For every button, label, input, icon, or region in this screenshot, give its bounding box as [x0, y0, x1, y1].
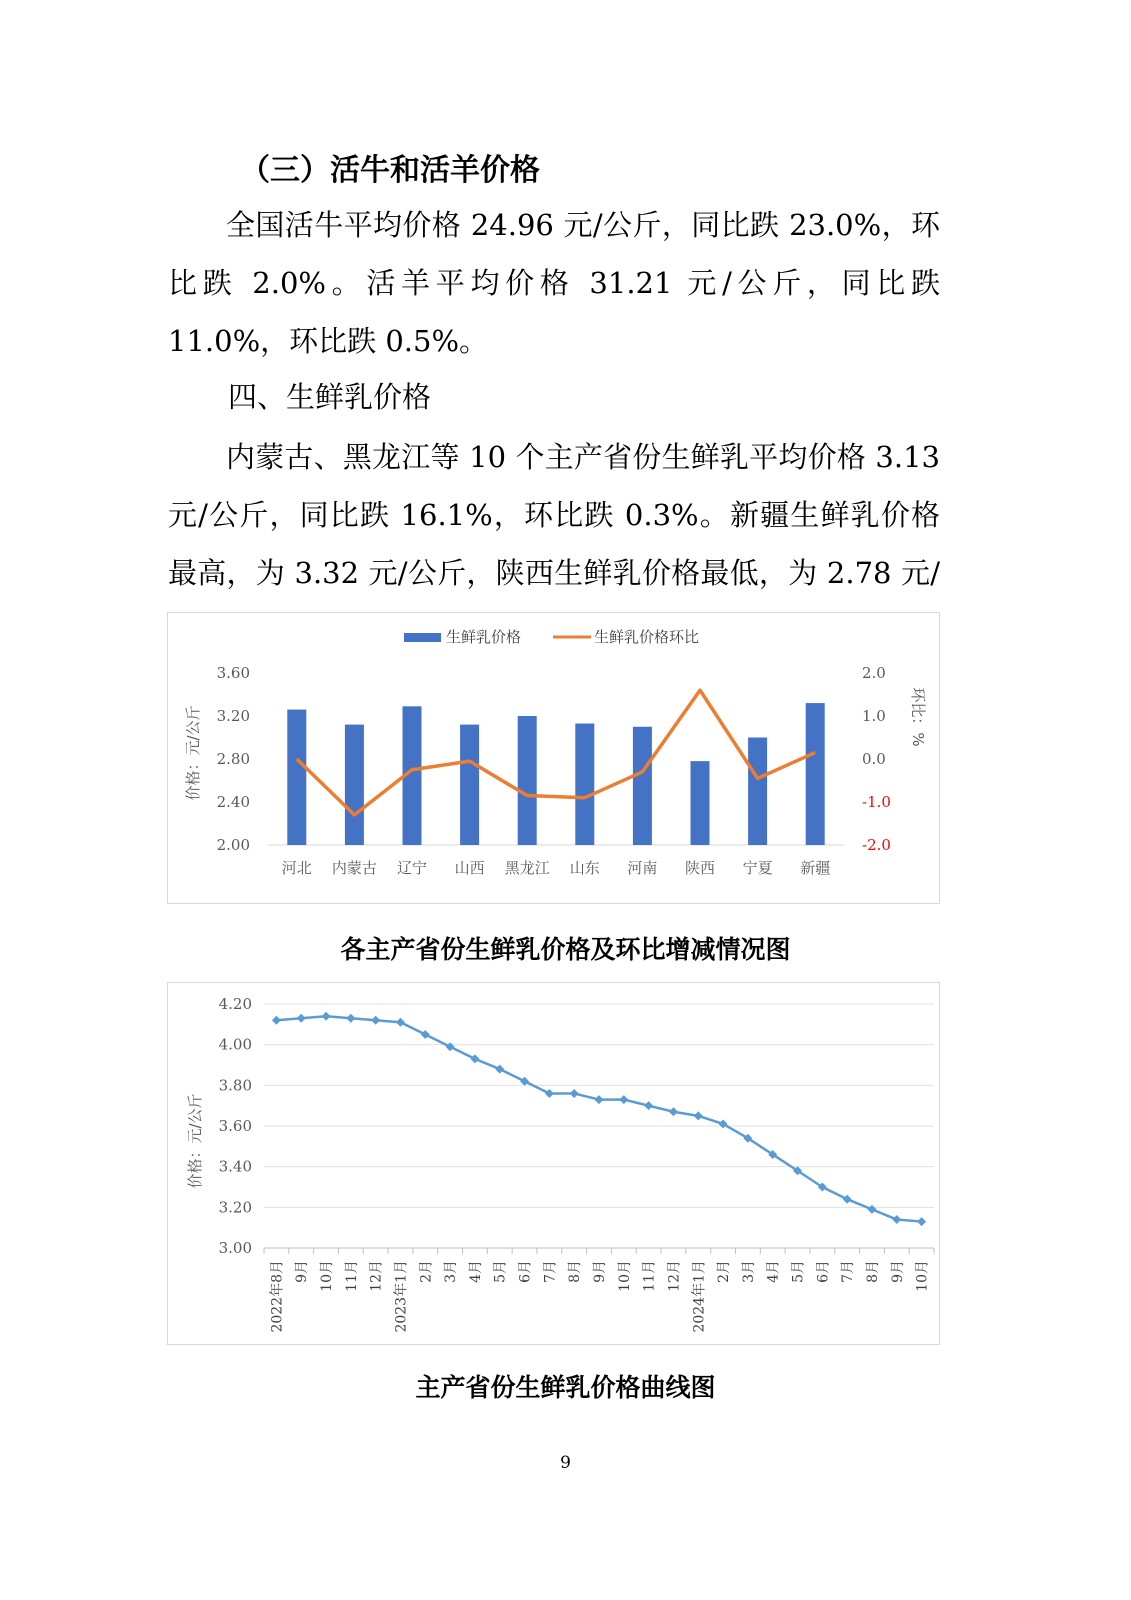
bar-陕西 — [691, 761, 710, 845]
y-tick: 3.00 — [218, 1239, 252, 1257]
x-tick-label: 2024年1月 — [691, 1260, 708, 1333]
milk-price-trend-chart-svg — [168, 983, 939, 1344]
x-tick-label: 9月 — [592, 1260, 608, 1283]
y-tick: 3.20 — [218, 1198, 252, 1217]
data-point — [595, 1095, 604, 1104]
x-tick-label: 6月 — [517, 1260, 534, 1283]
y-tick-left: 2.00 — [216, 836, 250, 854]
data-point — [396, 1018, 405, 1027]
x-tick-label: 11月 — [343, 1260, 360, 1292]
data-point — [371, 1016, 380, 1025]
x-tick-label: 12月 — [666, 1260, 683, 1292]
line-series-mom — [297, 690, 815, 815]
x-tick-label: 4月 — [467, 1260, 484, 1283]
x-tick-label: 河北 — [281, 859, 312, 877]
data-point — [346, 1014, 355, 1023]
y-axis-title: 价格：元/公斤 — [186, 1093, 204, 1189]
x-tick-label: 新疆 — [800, 859, 831, 877]
legend-swatch-bar — [404, 633, 441, 642]
data-point — [272, 1016, 281, 1025]
data-point — [470, 1054, 479, 1063]
bar-新疆 — [806, 703, 825, 845]
data-point — [619, 1095, 628, 1104]
x-tick-label: 2022年8月 — [269, 1260, 286, 1333]
milk-price-trend-chart — [167, 982, 940, 1345]
x-tick-label: 8月 — [567, 1260, 584, 1283]
bar-黑龙江 — [518, 716, 537, 845]
data-point — [545, 1089, 554, 1098]
y-tick-left: 3.20 — [216, 707, 250, 725]
page-number: 9 — [560, 1453, 571, 1473]
data-point — [446, 1042, 455, 1051]
paragraph-cattle-sheep-prices: 全国活牛平均价格 24.96 元/公斤，同比跌 23.0%，环比跌 2.0%。活羊平均价格 31.21 元/公斤，同比跌 11.0%，环比跌 0.5%。 — [168, 208, 940, 358]
x-tick-label: 10月 — [914, 1260, 931, 1292]
x-tick-label: 6月 — [815, 1260, 832, 1283]
data-point — [892, 1215, 901, 1224]
data-point — [297, 1014, 306, 1023]
data-point — [669, 1107, 678, 1116]
x-tick-label: 2023年1月 — [393, 1260, 410, 1333]
y-axis-title-left: 价格：元/公斤 — [184, 705, 202, 801]
legend-label-bar: 生鲜乳价格 — [446, 628, 522, 646]
bar-宁夏 — [748, 738, 767, 846]
x-tick-label: 9月 — [889, 1260, 906, 1283]
x-tick-label: 3月 — [443, 1260, 460, 1283]
y-tick-right: -1.0 — [862, 793, 891, 811]
x-tick-label: 黑龙江 — [504, 859, 550, 877]
y-tick-left: 2.40 — [216, 793, 250, 811]
y-tick: 3.80 — [218, 1076, 252, 1095]
x-tick-label: 陕西 — [684, 859, 716, 877]
data-point — [917, 1217, 926, 1226]
section-heading-cattle-sheep: （三）活牛和活羊价格 — [240, 153, 540, 188]
x-tick-label: 5月 — [492, 1260, 509, 1283]
section-heading-raw-milk: 四、生鲜乳价格 — [228, 380, 432, 414]
y-tick: 3.60 — [218, 1117, 252, 1135]
x-tick-label: 8月 — [864, 1260, 881, 1283]
bar-山东 — [575, 724, 594, 845]
data-point — [421, 1030, 430, 1039]
legend-label-line: 生鲜乳价格环比 — [594, 628, 700, 646]
paragraph-raw-milk-prices: 内蒙古、黑龙江等 10 个主产省份生鲜乳平均价格 3.13 元/公斤，同比跌 16.1%，环比跌 0.3%。新疆生鲜乳价格最高，为 3.32 元/公斤，陕西生鲜乳价格最低，为 2.78 元/ — [168, 440, 940, 590]
y-tick: 3.40 — [218, 1157, 252, 1176]
data-point — [520, 1077, 529, 1086]
province-milk-price-chart — [167, 612, 940, 904]
y-tick-right: 0.0 — [862, 750, 886, 768]
province-milk-price-chart-svg — [168, 613, 939, 903]
y-axis-title-right: 环比：% — [909, 687, 927, 747]
x-tick-label: 12月 — [368, 1260, 385, 1292]
bar-山西 — [460, 725, 479, 845]
bar-内蒙古 — [345, 725, 364, 845]
x-tick-label: 河南 — [627, 859, 658, 877]
line-series-price — [276, 1016, 921, 1221]
y-tick: 4.20 — [218, 995, 252, 1013]
y-tick-right: 1.0 — [862, 707, 886, 725]
x-tick-label: 10月 — [616, 1260, 633, 1292]
chart1-caption: 各主产省份生鲜乳价格及环比增减情况图 — [340, 935, 791, 964]
y-tick-left: 3.60 — [216, 664, 250, 682]
y-tick-right: -2.0 — [862, 836, 891, 854]
bar-河南 — [633, 727, 652, 845]
data-point — [867, 1205, 876, 1214]
x-tick-label: 5月 — [790, 1260, 807, 1283]
x-tick-label: 山西 — [454, 859, 485, 877]
x-tick-label: 10月 — [319, 1260, 336, 1292]
data-point — [694, 1111, 703, 1120]
x-tick-label: 宁夏 — [742, 859, 773, 877]
x-tick-label: 4月 — [765, 1260, 782, 1283]
data-point — [644, 1101, 653, 1110]
x-tick-label: 9月 — [294, 1260, 311, 1283]
x-tick-label: 7月 — [840, 1260, 857, 1283]
x-tick-label: 内蒙古 — [331, 859, 377, 877]
y-tick: 4.00 — [218, 1035, 252, 1054]
chart2-caption: 主产省份生鲜乳价格曲线图 — [415, 1373, 716, 1402]
data-point — [843, 1195, 852, 1204]
x-tick-label: 2月 — [418, 1260, 435, 1283]
y-tick-right: 2.0 — [862, 664, 886, 682]
x-tick-label: 11月 — [641, 1260, 658, 1292]
x-tick-label: 3月 — [740, 1260, 757, 1283]
x-tick-label: 7月 — [542, 1260, 559, 1283]
data-point — [570, 1089, 579, 1098]
data-point — [495, 1065, 504, 1074]
y-tick-left: 2.80 — [216, 750, 250, 768]
x-tick-label: 2月 — [716, 1260, 733, 1283]
x-tick-label: 辽宁 — [396, 859, 428, 877]
x-tick-label: 山东 — [569, 859, 600, 877]
bar-河北 — [287, 710, 306, 845]
data-point — [322, 1012, 331, 1021]
